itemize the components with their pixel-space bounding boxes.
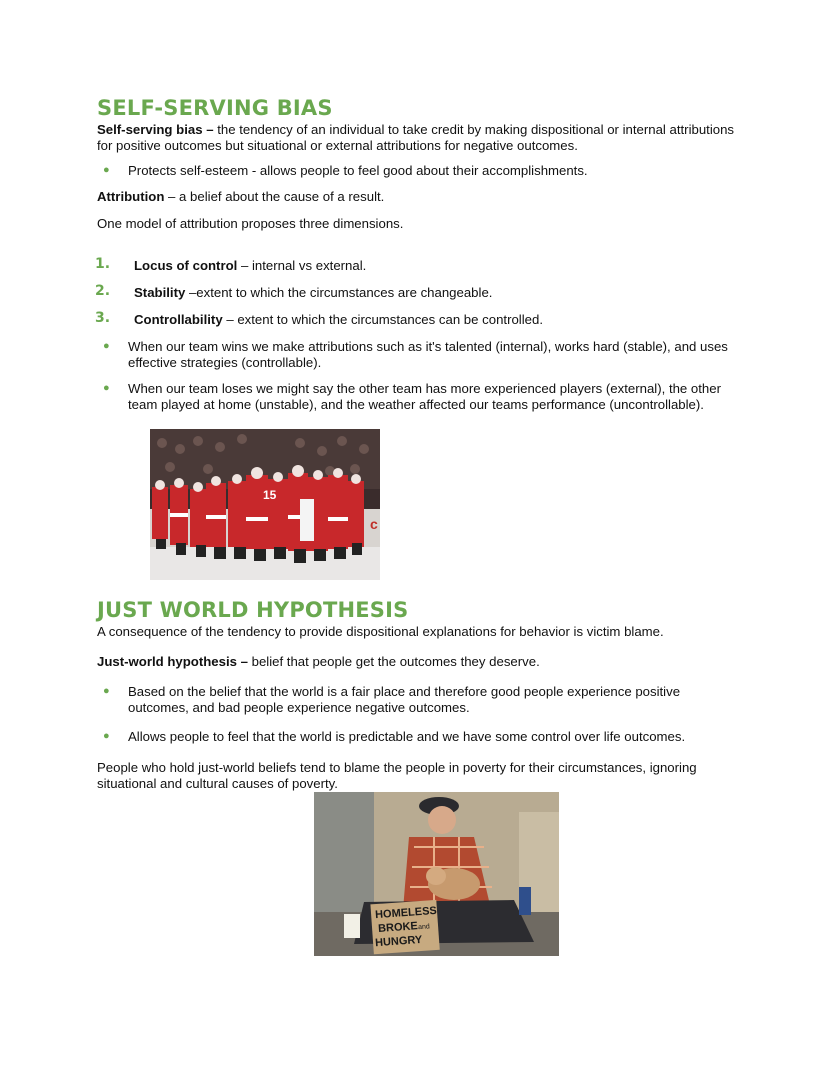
item-term: Controllability <box>134 312 223 327</box>
bullet-text: When our team loses we might say the other team has more experienced players (external), the other team played at home (unstable), and the weather affected our teams performance (uncontrollable). <box>128 381 721 412</box>
definition-text: the tendency of an individual to take credit by making dispositional or internal attributions for positive outcomes but situational or external attributions for negative outcomes. <box>97 122 735 153</box>
bullet-text: Based on the belief that the world is a fair place and therefore good people experience positive outcomes, and bad people experience negative outcomes. <box>128 684 681 715</box>
closing-text: People who hold just-world beliefs tend to blame the people in poverty for their circumstances, ignoring situational and cultural causes of poverty. <box>97 760 697 791</box>
bullet-icon: ● <box>103 340 110 352</box>
item-text: – extent to which the circumstances can be controlled. <box>222 312 543 327</box>
attribution-text: – a belief about the cause of a result. <box>164 189 385 204</box>
intro-text: A consequence of the tendency to provide dispositional explanations for behavior is victim blame. <box>97 624 664 639</box>
item-text: – internal vs external. <box>237 258 367 273</box>
item-number: 3. <box>95 310 111 326</box>
attribution-term: Attribution <box>97 189 165 204</box>
bullet-icon: ● <box>103 382 110 394</box>
sign-line: and <box>417 923 431 932</box>
sign-line: HOMELESS <box>374 904 438 922</box>
definition-term: Just-world hypothesis – <box>97 654 248 669</box>
hockey-team-celebration-image <box>150 429 380 580</box>
section-heading-self-serving-bias: SELF-SERVING BIAS <box>97 96 333 120</box>
jersey-number: 15 <box>263 488 277 502</box>
item-text: –extent to which the circumstances are changeable. <box>185 285 493 300</box>
bullet-text: When our team wins we make attributions such as it's talented (internal), works hard (stable), and uses effective strategies (controllable). <box>128 339 728 370</box>
homeless-man-with-dog-image <box>314 792 559 956</box>
section-heading-just-world-hypothesis: JUST WORLD HYPOTHESIS <box>97 598 409 622</box>
bullet-icon: ● <box>103 730 110 742</box>
bullet-icon: ● <box>103 685 110 697</box>
sign-line: BROKE <box>377 920 419 935</box>
just-world-definition <box>97 654 737 670</box>
bullet-icon: ● <box>103 164 110 176</box>
self-serving-bias-definition <box>97 122 737 153</box>
bullet-text: Protects self-esteem - allows people to feel good about their accomplishments. <box>128 163 588 178</box>
bullet-text: Allows people to feel that the world is predictable and we have some control over life outcomes. <box>128 729 686 744</box>
attribution-definition <box>97 189 737 205</box>
svg-text:c: c <box>370 516 378 532</box>
item-number: 2. <box>95 283 111 299</box>
item-term: Locus of control <box>134 258 238 273</box>
definition-text: belief that people get the outcomes they deserve. <box>247 654 540 669</box>
sign-line: HUNGRY <box>374 933 423 950</box>
item-term: Stability <box>134 285 186 300</box>
definition-term: Self-serving bias – <box>97 122 214 137</box>
model-text: One model of attribution proposes three dimensions. <box>97 216 404 231</box>
item-number: 1. <box>95 256 111 272</box>
